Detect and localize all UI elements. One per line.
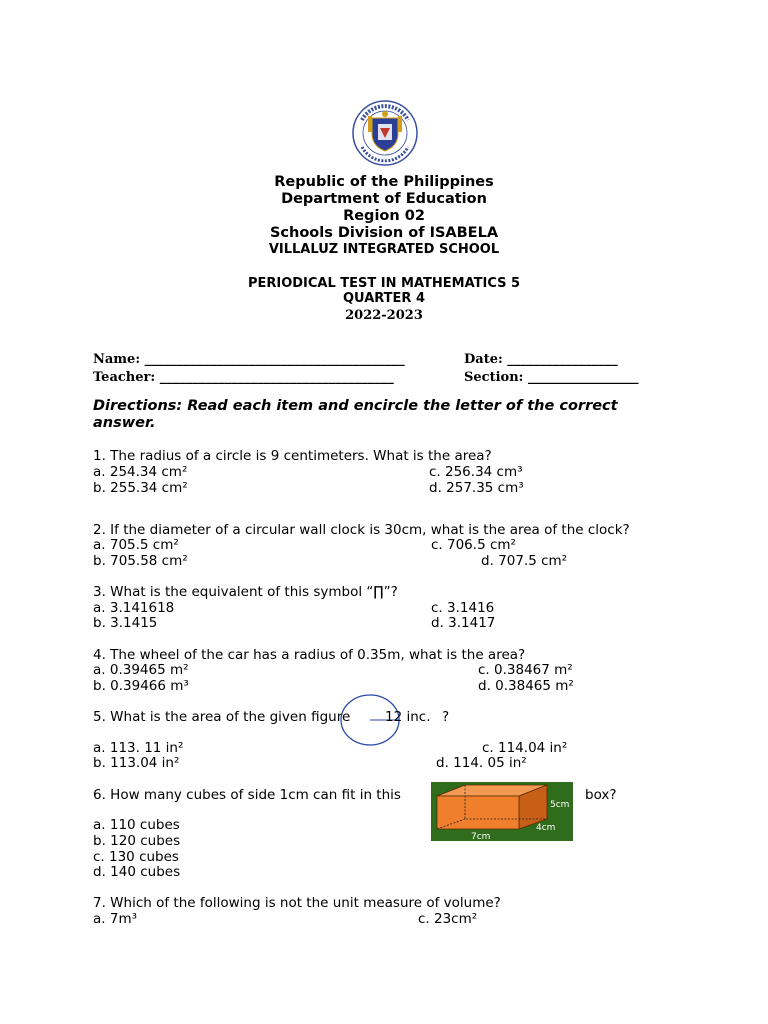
directions: Directions: Read each item and encircle the letter of the correct answer. [93, 398, 618, 431]
name-field: Name: ________________________________________ [93, 352, 405, 367]
q7-option-a: a. 7m³ [93, 911, 138, 927]
q5-option-b: b. 113.04 in² [93, 755, 180, 771]
q2-option-d: d. 707.5 cm² [481, 553, 568, 569]
q6-option-d: d. 140 cubes [93, 864, 181, 880]
question-1-stem: 1. The radius of a circle is 9 centimeters. What is the area? [93, 448, 492, 464]
q6-option-a: a. 110 cubes [93, 817, 180, 833]
header-region: Region 02 [343, 208, 425, 224]
q2-option-c: c. 706.5 cm² [431, 537, 516, 553]
q7-option-c: c. 23cm² [418, 911, 478, 927]
question-6-stem: 6. How many cubes of side 1cm can fit in this [93, 787, 401, 803]
q2-option-a: a. 705.5 cm² [93, 537, 179, 553]
section-field: Section: _________________ [464, 370, 639, 385]
q3-option-a: a. 3.141618 [93, 600, 175, 616]
q4-option-c: c. 0.38467 m² [478, 662, 573, 678]
q4-option-a: a. 0.39465 m² [93, 662, 189, 678]
q6-option-b: b. 120 cubes [93, 833, 181, 849]
question-5-stem: 5. What is the area of the given figure [93, 709, 351, 725]
question-2-stem: 2. If the diameter of a circular wall clock is 30cm, what is the area of the clock? [93, 522, 630, 538]
header-division: Schools Division of ISABELA [269, 225, 499, 241]
box-length-label: 7cm [471, 832, 491, 841]
question-4-stem: 4. The wheel of the car has a radius of 0.35m, what is the area? [93, 647, 526, 663]
test-title: PERIODICAL TEST IN MATHEMATICS 5 [247, 276, 521, 291]
q4-option-b: b. 0.39466 m³ [93, 678, 189, 694]
q1-option-a: a. 254.34 cm² [93, 464, 188, 480]
test-quarter: QUARTER 4 [342, 291, 426, 306]
q5-option-a: a. 113. 11 in² [93, 740, 184, 756]
question-7-stem: 7. Which of the following is not the unit measure of volume? [93, 895, 501, 911]
rectangular-box-figure [431, 782, 573, 841]
date-field: Date: _________________ [464, 352, 618, 367]
header-school: VILLALUZ INTEGRATED SCHOOL [268, 242, 500, 257]
header-republic: Republic of the Philippines [274, 174, 494, 190]
header-department: Department of Education [281, 191, 487, 207]
q1-option-d: d. 257.35 cm³ [429, 480, 524, 496]
box-height-label: 5cm [550, 800, 570, 810]
q5-option-c: c. 114.04 in² [482, 740, 568, 756]
question-6-stem-end: box? [585, 787, 617, 803]
q1-option-c: c. 256.34 cm³ [429, 464, 523, 480]
q1-option-b: b. 255.34 cm² [93, 480, 188, 496]
q4-option-d: d. 0.38465 m² [478, 678, 574, 694]
q6-option-c: c. 130 cubes [93, 849, 179, 865]
question-5-stem-end: ? [442, 709, 450, 725]
q3-option-c: c. 3.1416 [431, 600, 495, 616]
deped-seal-logo [350, 100, 420, 166]
q2-option-b: b. 705.58 cm² [93, 553, 188, 569]
q5-option-d: d. 114. 05 in² [436, 755, 527, 771]
q3-option-b: b. 3.1415 [93, 615, 158, 631]
box-depth-label: 4cm [536, 823, 556, 833]
question-3-stem: 3. What is the equivalent of this symbol “∏”? [93, 584, 398, 600]
teacher-field: Teacher: ____________________________________ [93, 370, 394, 385]
q3-option-d: d. 3.1417 [431, 615, 496, 631]
test-year: 2022-2023 [345, 308, 423, 323]
circle-radius-label: 12 inc. [385, 709, 431, 725]
